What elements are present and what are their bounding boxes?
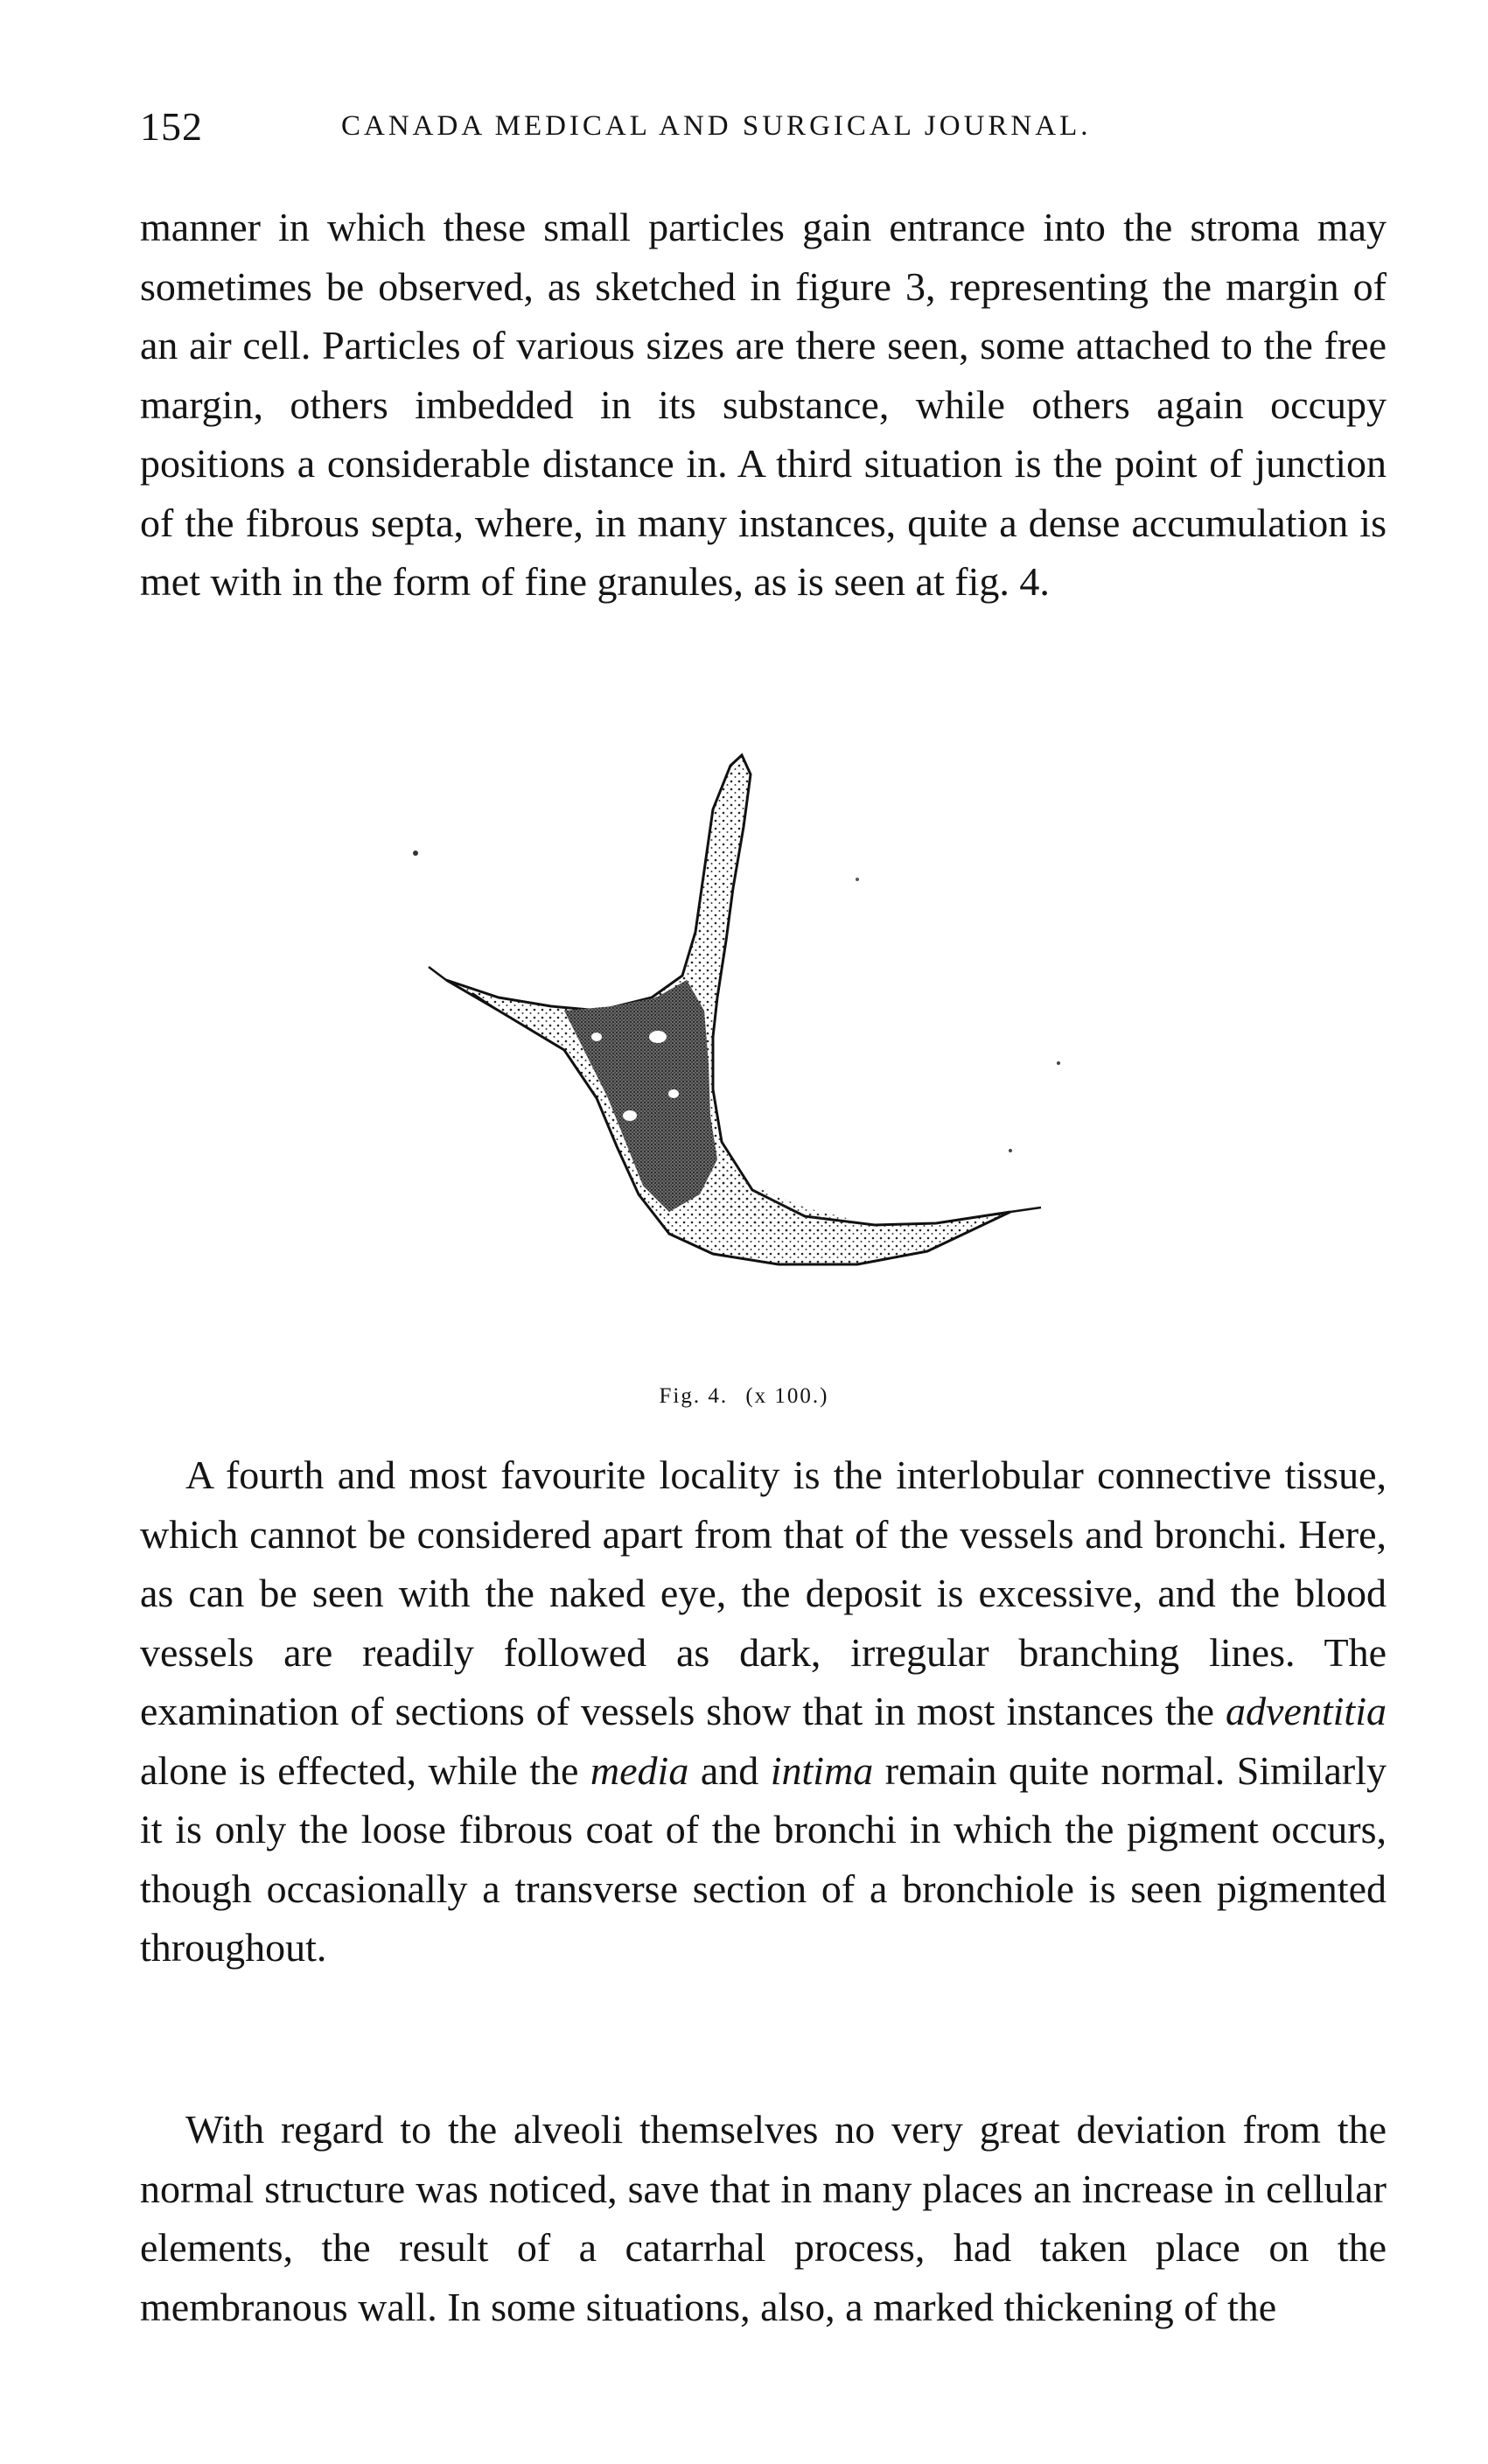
figure-magnification: (x 100.) (745, 1384, 829, 1408)
journal-title: CANADA MEDICAL AND SURGICAL JOURNAL. (341, 110, 1092, 142)
running-head (140, 103, 1277, 156)
term-intima: intima (770, 1747, 874, 1793)
paragraph-2-part-4: remain quite normal. Similarly it is only the loose fibrous coat of the bronchi in which the pigment occurs, though occasionally a transverse section of a bronchiole is seen pigmented throughout. (140, 1747, 1387, 1970)
term-adventitia: adventitia (1226, 1689, 1387, 1733)
paragraph-2-part-2: alone is effected, while the (140, 1747, 590, 1793)
figure-label: Fig. 4. (659, 1384, 729, 1408)
paragraph-3 (140, 2100, 1387, 2336)
term-media: media (590, 1747, 689, 1793)
pigment-accumulation (564, 980, 717, 1212)
paragraph-2-part-1: A fourth and most favourite locality is the interlobular connective tissue, which cannot be considered apart from that of the vessels and bronchi. Here, as can be seen with the naked eye, the deposit is excessive, and the blood vessels are readily followed as dark, irregular branching lines. The examination of sections of vessels show that in most instances the (140, 1452, 1387, 1733)
paragraph-1-text: manner in which these small particles gain entrance into the stroma may sometimes be observed, as sketched in figure 3, representing the margin of an air cell. Particles of various sizes are there seen, some attached to the free margin, others imbedded in its substance, while others again occupy positions a considerable distance in. A third situation is the point of junction of the fibrous septa, where, in many instances, quite a dense accumulation is met with in the form of fine granules, as is seen at fig. 4. (140, 205, 1387, 604)
paragraph-3-text: With regard to the alveoli themselves no very great deviation from the normal structure was noticed, save that in many places an increase in cellular elements, the result of a catarrhal process, had taken place on the membranous wall. In some situations, also, a marked thickening of the (140, 2107, 1387, 2329)
figure-caption (0, 1384, 1488, 1409)
paragraph-2-text (140, 1446, 1387, 1978)
page-number: 152 (140, 104, 203, 149)
paragraph-2-part-3: and (688, 1747, 771, 1793)
figure-4-illustration (367, 748, 1120, 1378)
paragraph-2 (140, 1446, 1387, 1978)
septa-junction-drawing (367, 748, 1120, 1378)
paragraph-1 (140, 198, 1387, 612)
